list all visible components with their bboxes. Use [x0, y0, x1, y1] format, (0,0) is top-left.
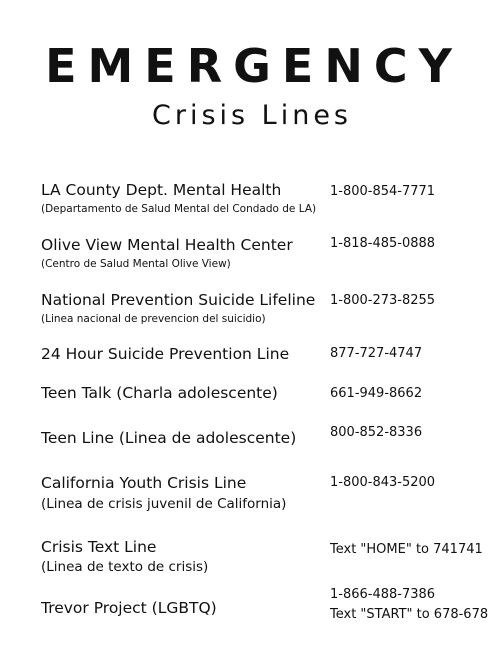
entry-phone: 877-727-4747	[330, 346, 423, 361]
entry-phone: 1-800-843-5200	[330, 475, 436, 490]
entry-name: 24 Hour Suicide Prevention Line	[41, 345, 290, 363]
entry-phone: 661-949-8662	[330, 386, 423, 401]
entry-phone: 800-852-8336	[330, 425, 423, 440]
entry-phone: 1-800-273-8255	[330, 293, 436, 308]
entry-name: LA County Dept. Mental Health	[41, 181, 282, 199]
entry-phone: Text "HOME" to 741741	[330, 542, 483, 557]
entry-translation: (Centro de Salud Mental Olive View)	[41, 258, 231, 270]
page-subtitle: Crisis Lines	[151, 100, 352, 131]
entry-name: National Prevention Suicide Lifeline	[41, 291, 316, 309]
entry-phone: 1-800-854-7771	[330, 184, 436, 199]
entry-name: Teen Talk (Charla adolescente)	[41, 384, 278, 402]
page-title: EMERGENCY	[45, 39, 463, 93]
entry-name: Trevor Project (LGBTQ)	[41, 599, 217, 617]
entry-translation: (Departamento de Salud Mental del Condado de LA)	[41, 203, 317, 215]
entry-name: Olive View Mental Health Center	[41, 236, 293, 254]
entry-translation: (Linea de crisis juvenil de California)	[41, 496, 287, 512]
entry-name: Crisis Text Line	[41, 538, 157, 556]
entry-phone: 1-818-485-0888	[330, 236, 436, 251]
entry-name: Teen Line (Linea de adolescente)	[41, 429, 297, 447]
entry-translation: (Linea de texto de crisis)	[41, 559, 209, 575]
entry-phone-secondary: Text "START" to 678-678	[330, 607, 489, 622]
entry-name: California Youth Crisis Line	[41, 474, 247, 492]
entry-translation: (Linea nacional de prevencion del suicidio)	[41, 313, 266, 325]
entry-phone: 1-866-488-7386	[330, 587, 436, 602]
